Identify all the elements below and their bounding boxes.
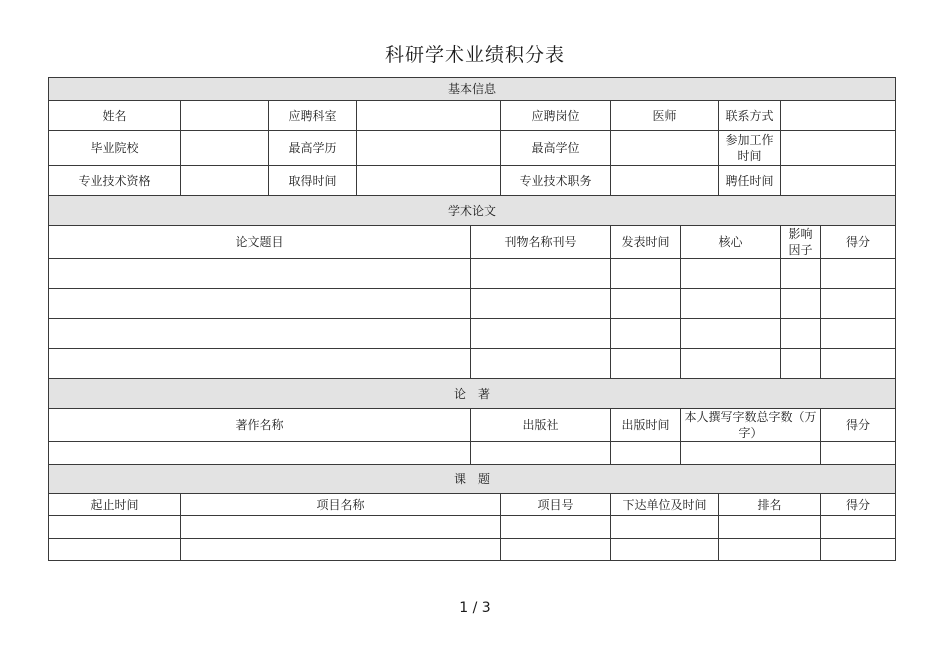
papers-cell[interactable]: [611, 349, 681, 379]
projects-cell[interactable]: [821, 539, 896, 561]
projects-col-name: 项目名称: [181, 494, 501, 516]
books-col-date: 出版时间: [611, 409, 681, 442]
books-col-publisher: 出版社: [471, 409, 611, 442]
papers-cell[interactable]: [49, 319, 471, 349]
papers-cell[interactable]: [821, 349, 896, 379]
projects-cell[interactable]: [49, 539, 181, 561]
label-education: 最高学历: [269, 131, 357, 166]
projects-col-number: 项目号: [501, 494, 611, 516]
section-books: 论 著: [49, 379, 896, 409]
label-hire-time: 聘任时间: [719, 166, 781, 196]
page-title: 科研学术业绩积分表: [384, 44, 565, 66]
papers-cell[interactable]: [611, 319, 681, 349]
projects-cell[interactable]: [719, 516, 821, 539]
field-work-start[interactable]: [781, 131, 896, 166]
field-position[interactable]: 医师: [611, 101, 719, 131]
books-cell[interactable]: [611, 442, 681, 465]
books-col-words: 本人撰写字数总字数（万字）: [681, 409, 821, 442]
papers-cell[interactable]: [781, 289, 821, 319]
papers-col-title: 论文题目: [49, 226, 471, 259]
label-work-start: 参加工作时间: [719, 131, 781, 166]
projects-cell[interactable]: [611, 539, 719, 561]
field-title-cert[interactable]: [181, 166, 269, 196]
section-basic-info: 基本信息: [49, 78, 896, 101]
projects-cell[interactable]: [181, 516, 501, 539]
papers-col-impact: 影响因子: [781, 226, 821, 259]
section-papers: 学术论文: [49, 196, 896, 226]
table-row: [49, 516, 896, 539]
papers-cell[interactable]: [681, 259, 781, 289]
table-row: [49, 259, 896, 289]
projects-col-score: 得分: [821, 494, 896, 516]
papers-cell[interactable]: [49, 259, 471, 289]
projects-cell[interactable]: [501, 516, 611, 539]
papers-cell[interactable]: [821, 289, 896, 319]
papers-col-journal: 刊物名称刊号: [471, 226, 611, 259]
field-school[interactable]: [181, 131, 269, 166]
papers-cell[interactable]: [681, 319, 781, 349]
papers-cell[interactable]: [611, 259, 681, 289]
section-projects: 课 题: [49, 465, 896, 494]
papers-cell[interactable]: [471, 349, 611, 379]
papers-cell[interactable]: [471, 259, 611, 289]
field-education[interactable]: [357, 131, 501, 166]
score-table: [48, 77, 896, 561]
table-row: [49, 289, 896, 319]
books-cell[interactable]: [471, 442, 611, 465]
label-title-post: 专业技术职务: [501, 166, 611, 196]
papers-cell[interactable]: [681, 289, 781, 319]
label-contact: 联系方式: [719, 101, 781, 131]
field-degree[interactable]: [611, 131, 719, 166]
projects-cell[interactable]: [49, 516, 181, 539]
papers-col-core: 核心: [681, 226, 781, 259]
books-col-name: 著作名称: [49, 409, 471, 442]
books-cell[interactable]: [681, 442, 821, 465]
papers-cell[interactable]: [49, 289, 471, 319]
books-cell[interactable]: [821, 442, 896, 465]
projects-cell[interactable]: [501, 539, 611, 561]
label-obtain-time: 取得时间: [269, 166, 357, 196]
field-obtain-time[interactable]: [357, 166, 501, 196]
label-dept: 应聘科室: [269, 101, 357, 131]
field-dept[interactable]: [357, 101, 501, 131]
papers-cell[interactable]: [821, 319, 896, 349]
page-number: 1 / 3: [459, 600, 491, 616]
label-name: 姓名: [49, 101, 181, 131]
papers-cell[interactable]: [781, 319, 821, 349]
table-row: [49, 539, 896, 561]
projects-cell[interactable]: [181, 539, 501, 561]
label-school: 毕业院校: [49, 131, 181, 166]
projects-cell[interactable]: [719, 539, 821, 561]
label-degree: 最高学位: [501, 131, 611, 166]
projects-col-rank: 排名: [719, 494, 821, 516]
table-row: [49, 319, 896, 349]
projects-col-period: 起止时间: [49, 494, 181, 516]
projects-cell[interactable]: [821, 516, 896, 539]
papers-cell[interactable]: [471, 319, 611, 349]
papers-cell[interactable]: [681, 349, 781, 379]
projects-col-issuer: 下达单位及时间: [611, 494, 719, 516]
field-title-post[interactable]: [611, 166, 719, 196]
papers-cell[interactable]: [49, 349, 471, 379]
books-cell[interactable]: [49, 442, 471, 465]
papers-cell[interactable]: [821, 259, 896, 289]
papers-cell[interactable]: [781, 349, 821, 379]
label-title-cert: 专业技术资格: [49, 166, 181, 196]
papers-col-score: 得分: [821, 226, 896, 259]
field-name[interactable]: [181, 101, 269, 131]
table-row: [49, 349, 896, 379]
label-position: 应聘岗位: [501, 101, 611, 131]
table-row: [49, 442, 896, 465]
papers-cell[interactable]: [781, 259, 821, 289]
papers-cell[interactable]: [611, 289, 681, 319]
papers-cell[interactable]: [471, 289, 611, 319]
projects-cell[interactable]: [611, 516, 719, 539]
papers-col-date: 发表时间: [611, 226, 681, 259]
books-col-score: 得分: [821, 409, 896, 442]
field-contact[interactable]: [781, 101, 896, 131]
field-hire-time[interactable]: [781, 166, 896, 196]
